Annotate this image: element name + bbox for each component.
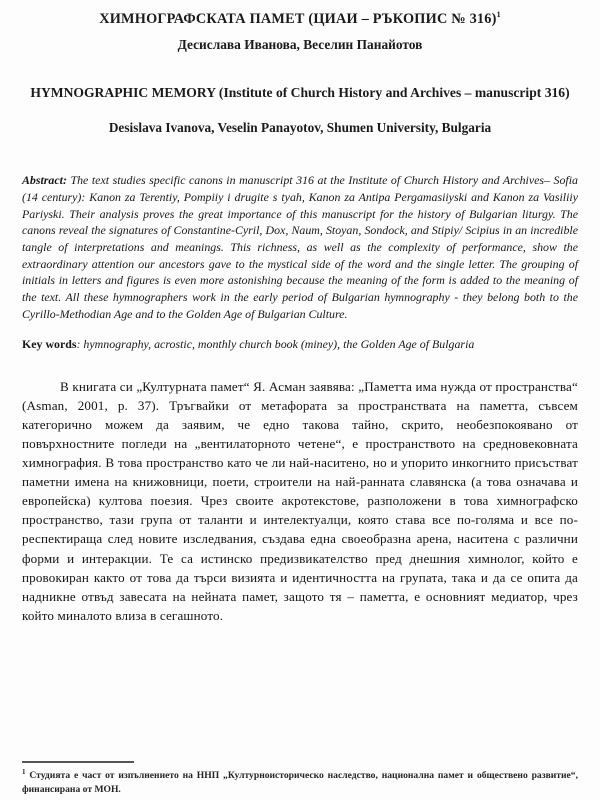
footnote-1	[22, 768, 578, 796]
abstract-label: Abstract:	[22, 173, 67, 188]
title-footnote-marker: 1	[496, 10, 501, 19]
page-title-cyrillic	[22, 10, 578, 29]
authors-cyrillic: Десислава Иванова, Веселин Панайотов	[177, 36, 423, 52]
abstract-section	[22, 172, 578, 322]
keywords-section	[22, 336, 578, 353]
footnote-number: 1	[22, 768, 26, 777]
footnote-text: Студията е част от изпълнението на ННП „Културноисторическо наследство, национална памет и обществено развитие“, финансирана от МОН.	[22, 770, 578, 795]
abstract-text: The text studies specific canons in manuscript 316 at the Institute of Church History and Archives– Sofia (14 century): Kanon za Terentiy, Pompiiy i drugite s tyah, Kanon za Antipa Pergamasiiyski and Kanon za Vasiliiy Pariyski. Their analysis proves the great importance of this manuscript for the history of Bulgarian liturgy. The canons reveal the signatures of Constantine-Cyril, Dox, Naum, Stoyan, Sondock, and Stipiy/ Scipius in an incredible tangle of interpretations and meanings. This richness, as well as the complexity of performance, show the extraordinary attention our ancestors gave to the mystical side of the word and the single letter. The grouping of initials in letters and figures is even more astonishing because the meaning of the form is added to the meaning of the text. All these hymnographers work in the early period of Bulgarian hymnography - they belong both to the Cyrillo-Methodian Age and to the Golden Age of Bulgarian Culture.	[22, 173, 578, 321]
footnote-separator-rule	[22, 761, 134, 763]
body-paragraph-1: В книгата си „Културната памет“ Я. Асман заявява: „Паметта има нужда от пространства“ (Asman, 2001, p. 37). Тръгвайки от метафората за пространствата на паметта, съвсем категорично можем да заявим, че едно такова тайно, скрито, необезпокоявано от повърхностните погледи на „вентилаторното четене“, е пространството на средновековната химнография. В това пространство като че ли най-наситено, но и упорито инкогнито присъстват паметни имена на книжовници, поети, строители на най-ранната славянска (а това означава и европейска) култова поезия. Чрез своите акротекстове, разположени в това химнографско пространство, тази група от таланти и интелектуалци, която става все по-голяма и все по-респектираща след новите изследвания, създава една своеобразна арена, наситена с различни форми и интеракции. Те са истинско предизвикателство пред днешния химнолог, който е провокиран както от това да търси визията и идентичността на групата, така и да се опита да надникне отвъд завесата на нейната памет, защото тя – паметта, е основният медиатор, чрез който миналото влиза в сегашното.	[22, 379, 578, 623]
footnote-area	[22, 761, 578, 796]
authors-english: Desislava Ivanova, Veselin Panayotov, Shumen University, Bulgaria	[108, 119, 492, 135]
title-cyrillic-text: ХИМНОГРАФСКАТА ПАМЕТ (ЦИАИ – РЪКОПИС № 316)	[99, 10, 497, 27]
keywords-text: : hymnography, acrostic, monthly church book (miney), the Golden Age of Bulgaria	[76, 337, 475, 352]
keywords-label: Key words	[22, 337, 77, 352]
page-title-english: HYMNOGRAPHIC MEMORY (Institute of Church History and Archives – manuscript 316)	[30, 85, 570, 101]
